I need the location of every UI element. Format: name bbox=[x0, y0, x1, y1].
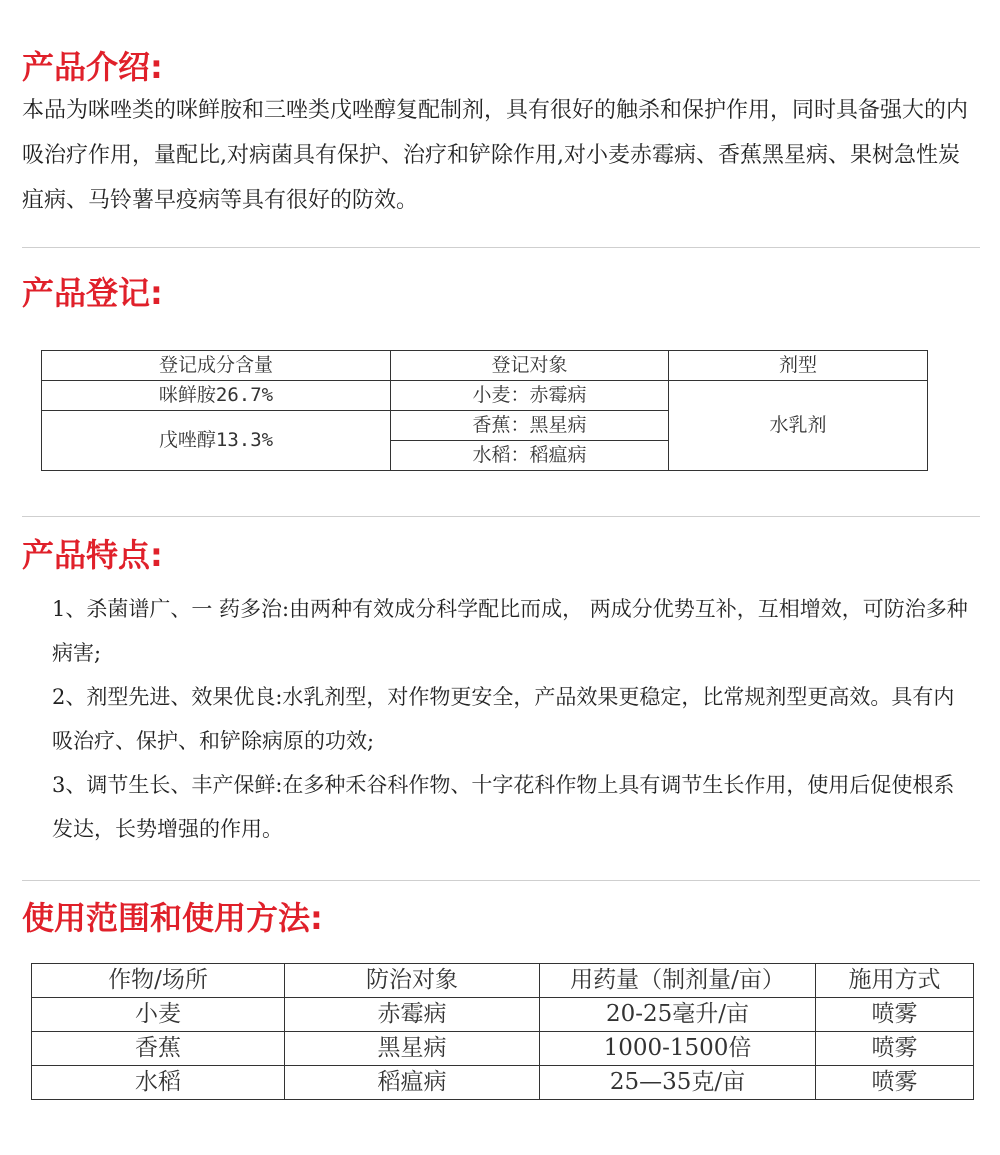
table-row bbox=[32, 1066, 974, 1100]
list-item: 2、剂型先进、效果优良:水乳剂型，对作物更安全，产品效果更稳定，比常规剂型更高效。具有内吸治疗、保护、和铲除病原的功效; bbox=[52, 685, 955, 753]
target-cell: 赤霉病 bbox=[285, 998, 540, 1032]
section-divider bbox=[22, 247, 980, 248]
list-item: 1、杀菌谱广、一 药多治:由两种有效成分科学配比而成， 两成分优势互补，互相增效，可防治多种病害; bbox=[52, 597, 968, 665]
formulation-cell: 水乳剂 bbox=[669, 381, 928, 471]
section-divider bbox=[22, 880, 980, 881]
ingredient-cell: 咪鲜胺26.7% bbox=[42, 381, 391, 411]
table-row bbox=[42, 381, 928, 411]
method-cell: 喷雾 bbox=[816, 1066, 974, 1100]
crop-cell: 香蕉 bbox=[32, 1032, 285, 1066]
table-header-row bbox=[32, 964, 974, 998]
list-item: 3、调节生长、丰产保鲜:在多种禾谷科作物、十字花科作物上具有调节生长作用，使用后促使根系发达，长势增强的作用。 bbox=[52, 773, 955, 841]
method-cell: 喷雾 bbox=[816, 1032, 974, 1066]
registration-heading: 产品登记: bbox=[22, 274, 163, 312]
column-header: 登记成分含量 bbox=[42, 351, 391, 381]
dosage-cell: 25—35克/亩 bbox=[540, 1066, 816, 1100]
column-header: 施用方式 bbox=[816, 964, 974, 998]
section-divider bbox=[22, 516, 980, 517]
column-header: 剂型 bbox=[669, 351, 928, 381]
intro-paragraph: 本品为咪唑类的咪鲜胺和三唑类戊唑醇复配制剂，具有很好的触杀和保护作用，同时具备强大的内吸治疗作用，量配比,对病菌具有保护、治疗和铲除作用,对小麦赤霉病、香蕉黑星病、果树急性炭疽病、马铃薯早疫病等具有很好的防效。 bbox=[22, 98, 969, 213]
table-row bbox=[32, 1032, 974, 1066]
column-header: 防治对象 bbox=[285, 964, 540, 998]
target-cell: 稻瘟病 bbox=[285, 1066, 540, 1100]
table-header-row bbox=[42, 351, 928, 381]
features-heading: 产品特点: bbox=[22, 536, 163, 574]
dosage-cell: 20-25毫升/亩 bbox=[540, 998, 816, 1032]
target-cell: 香蕉：黑星病 bbox=[391, 411, 669, 441]
features-list bbox=[52, 587, 972, 851]
crop-cell: 小麦 bbox=[32, 998, 285, 1032]
usage-heading: 使用范围和使用方法: bbox=[22, 899, 323, 937]
method-cell: 喷雾 bbox=[816, 998, 974, 1032]
column-header: 用药量（制剂量/亩） bbox=[540, 964, 816, 998]
dosage-cell: 1000-1500倍 bbox=[540, 1032, 816, 1066]
target-cell: 小麦：赤霉病 bbox=[391, 381, 669, 411]
registration-table bbox=[41, 350, 928, 471]
usage-table bbox=[31, 963, 974, 1100]
crop-cell: 水稻 bbox=[32, 1066, 285, 1100]
table-row bbox=[32, 998, 974, 1032]
intro-heading: 产品介绍: bbox=[22, 48, 163, 86]
column-header: 登记对象 bbox=[391, 351, 669, 381]
target-cell: 水稻：稻瘟病 bbox=[391, 441, 669, 471]
column-header: 作物/场所 bbox=[32, 964, 285, 998]
ingredient-cell: 戊唑醇13.3% bbox=[42, 411, 391, 471]
target-cell: 黑星病 bbox=[285, 1032, 540, 1066]
